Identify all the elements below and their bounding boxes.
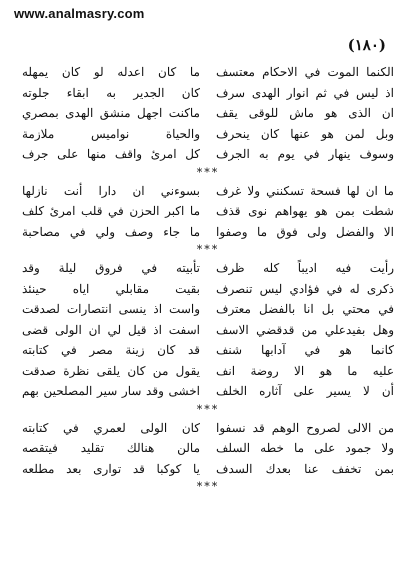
verse-line xyxy=(22,459,394,480)
first-hemistich: ما اكبر الحزن في قلب امرئ كلف xyxy=(22,204,200,218)
first-hemistich: كان الولى لعمري في كتابته xyxy=(22,420,200,435)
second-hemistich: وهل بفيدعلي من قدقضي الاسف xyxy=(216,322,394,337)
second-hemistich: ولا جمود على ما خطه السلف xyxy=(216,441,394,455)
second-hemistich: وبل لمن هو عنها كان ينحرف xyxy=(216,126,394,141)
first-hemistich: كل امرئ واقف منها على جرف xyxy=(22,147,200,161)
verse-line xyxy=(22,299,394,320)
first-hemistich: كان الجدير به ابقاء جلوته xyxy=(22,85,200,100)
poem-section xyxy=(0,258,416,402)
second-hemistich: ذكرى له في فؤادي ليس تنصرف xyxy=(216,281,394,296)
first-hemistich: واست اذ ينسى انتصارات لصدقت xyxy=(22,302,200,316)
verse-line xyxy=(22,361,394,382)
verse-line xyxy=(22,62,394,83)
first-hemistich: اسفت اذ قيل لي ان الولى قضى xyxy=(22,322,200,337)
site-header: www.analmasry.com xyxy=(14,6,145,21)
verse-line xyxy=(22,438,394,459)
verse-line xyxy=(22,258,394,279)
verse-line xyxy=(22,418,394,439)
second-hemistich: ان الذى هو ماش للوقى يقف xyxy=(216,106,394,120)
verse-line xyxy=(22,144,394,165)
first-hemistich: بسوءني ان دارا أنت نازلها xyxy=(22,183,200,198)
first-hemistich: بقيت مقابلي اياه حينئذ xyxy=(22,281,200,296)
verse-line xyxy=(22,279,394,300)
first-hemistich: والحياة نواميس ملازمة xyxy=(22,126,200,141)
poem-section xyxy=(0,418,416,480)
verse-line xyxy=(22,124,394,145)
second-hemistich: اذ ليس في ثم انوار الهدى سرف xyxy=(216,85,394,100)
first-hemistich: قد كان زينة مصر في كتابته xyxy=(22,343,200,357)
poem-body xyxy=(0,62,416,495)
second-hemistich: الا والفضل ولى فوق ما وصفوا xyxy=(216,224,394,239)
page-number: (١٨٠) xyxy=(347,36,386,54)
verse-line xyxy=(22,320,394,341)
verse-line xyxy=(22,222,394,243)
poem-section xyxy=(0,62,416,165)
verse-line xyxy=(22,181,394,202)
verse-line xyxy=(22,381,394,402)
second-hemistich: بمن تخفف عنا بعدك السدف xyxy=(216,461,394,476)
second-hemistich: الكنما الموت في الاحكام معتسف xyxy=(216,65,394,79)
verse-line xyxy=(22,83,394,104)
second-hemistich: رأيت فيه اديباً كله ظرف xyxy=(216,261,394,275)
second-hemistich: وسوف ينهار في يوم به الجرف xyxy=(216,147,394,161)
second-hemistich: عليه ما هو الا روضة انف xyxy=(216,363,394,378)
first-hemistich: مالن هنالك تقليد فيتقصه xyxy=(22,441,200,455)
section-separator: *** xyxy=(196,480,220,493)
first-hemistich: تأبيته في فروق ليلة وقد xyxy=(22,261,200,275)
verse-line xyxy=(22,103,394,124)
section-separator: *** xyxy=(196,402,220,416)
first-hemistich: يا كوكبا قد توارى بعد مطلعه xyxy=(22,461,200,476)
second-hemistich: من الالى لصروح الوهم قد نسفوا xyxy=(216,420,394,435)
section-separator: *** xyxy=(196,243,220,256)
verse-line xyxy=(22,201,394,222)
first-hemistich: ما كان اعدله لو كان يمهله xyxy=(22,65,200,79)
first-hemistich: ما جاء وصف ولي في مصاحبة xyxy=(22,224,200,239)
second-hemistich: ما ان لها فسحة تسكنني ولا غرف xyxy=(216,183,394,198)
verse-line xyxy=(22,340,394,361)
section-separator: *** xyxy=(196,165,220,179)
second-hemistich: كانما هو في آدابها شنف xyxy=(216,343,394,357)
poem-section xyxy=(0,181,416,243)
second-hemistich: أن لا يسير على آثاره الخلف xyxy=(216,384,394,398)
first-hemistich: يقول من كان يلقى نظرة صدقت xyxy=(22,363,200,378)
second-hemistich: شطت بمن هو يهواهم نوى قذف xyxy=(216,204,394,218)
second-hemistich: في محتي بل انا بالفضل معترف xyxy=(216,302,394,316)
first-hemistich: اخشى وقد سار سير المصلحين بهم xyxy=(22,384,200,398)
first-hemistich: ماكنت اجهل منشق الهدى بمصري xyxy=(22,106,200,120)
